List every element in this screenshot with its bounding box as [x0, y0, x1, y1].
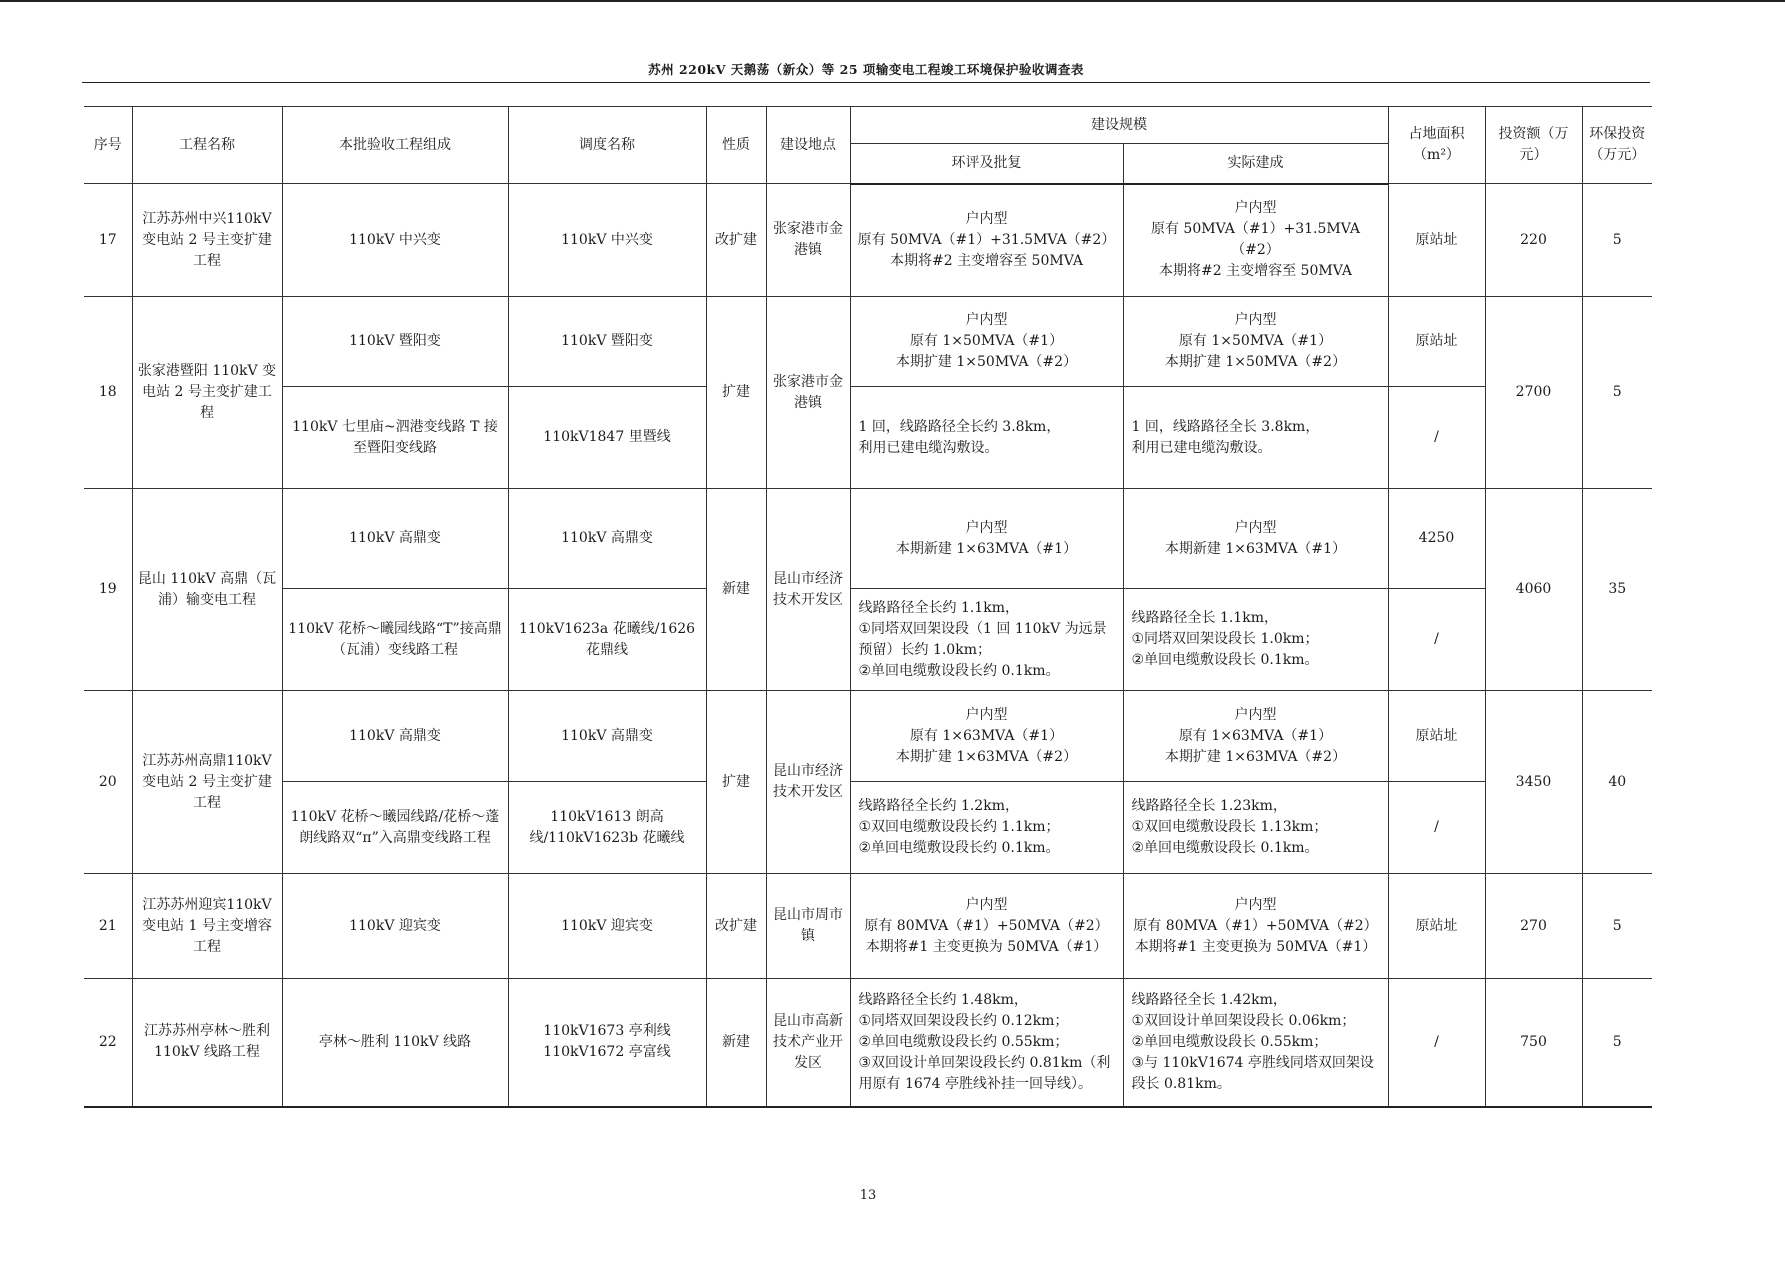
cell-composition: 110kV 暨阳变: [282, 297, 508, 387]
cell-no: 21: [84, 874, 132, 979]
cell-project-name: 江苏苏州亭林～胜利 110kV 线路工程: [132, 979, 282, 1107]
cell-scale-actual: 线路路径全长 1.23km， ①双回电缆敷设段长 1.13km； ②单回电缆敷设段长 0.1km。: [1123, 782, 1388, 874]
cell-scale-actual: 户内型 本期新建 1×63MVA（#1）: [1123, 489, 1388, 589]
cell-env-investment: 40: [1582, 691, 1652, 874]
cell-investment: 270: [1485, 874, 1582, 979]
col-header-area: 占地面积（m²）: [1388, 107, 1485, 184]
cell-nature: 新建: [706, 489, 766, 691]
col-header-composition: 本批验收工程组成: [282, 107, 508, 184]
cell-no: 18: [84, 297, 132, 489]
cell-area: 原站址: [1388, 874, 1485, 979]
cell-investment: 3450: [1485, 691, 1582, 874]
col-header-dispatch: 调度名称: [508, 107, 706, 184]
cell-location: 昆山市经济技术开发区: [766, 691, 850, 874]
col-header-scale-eia: 环评及批复: [850, 144, 1123, 184]
cell-dispatch-name: 110kV1613 朗高线/110kV1623b 花曦线: [508, 782, 706, 874]
cell-no: 17: [84, 184, 132, 297]
cell-nature: 扩建: [706, 691, 766, 874]
cell-dispatch-name: 110kV1623a 花曦线/1626 花鼎线: [508, 589, 706, 691]
cell-scale-actual: 户内型 原有 1×63MVA（#1） 本期扩建 1×63MVA（#2）: [1123, 691, 1388, 782]
cell-no: 19: [84, 489, 132, 691]
page-number: 13: [859, 1188, 877, 1203]
cell-composition: 110kV 高鼎变: [282, 691, 508, 782]
col-header-no: 序号: [84, 107, 132, 184]
cell-composition: 110kV 花桥～曦园线路“T”接高鼎（瓦浦）变线路工程: [282, 589, 508, 691]
cell-dispatch-name: 110kV 高鼎变: [508, 489, 706, 589]
cell-env-investment: 5: [1582, 297, 1652, 489]
col-header-scale: 建设规模: [850, 107, 1388, 144]
cell-scale-eia: 户内型 原有 50MVA（#1）+31.5MVA（#2） 本期将#2 主变增容至 50MVA: [850, 184, 1123, 297]
cell-env-investment: 5: [1582, 979, 1652, 1107]
table-row: [84, 691, 1652, 782]
cell-dispatch-name: 110kV 高鼎变: [508, 691, 706, 782]
table-row: [84, 297, 1652, 387]
cell-scale-eia: 线路路径全长约 1.48km， ①同塔双回架设段长约 0.12km； ②单回电缆敷设段长约 0.55km； ③双回设计单回架设段长约 0.81km（利用原有 1674 亭胜线补挂一回导线）。: [850, 979, 1123, 1107]
cell-composition: 亭林～胜利 110kV 线路: [282, 979, 508, 1107]
cell-project-name: 昆山 110kV 高鼎（瓦浦）输变电工程: [132, 489, 282, 691]
col-header-scale-actual: 实际建成: [1123, 144, 1388, 184]
cell-no: 22: [84, 979, 132, 1107]
cell-investment: 750: [1485, 979, 1582, 1107]
header-rule: [82, 82, 1650, 83]
cell-location: 张家港市金港镇: [766, 184, 850, 297]
cell-composition: 110kV 迎宾变: [282, 874, 508, 979]
document-header: 苏州 220kV 天鹅荡（新众）等 25 项输变电工程竣工环境保护验收调查表: [648, 62, 1084, 77]
cell-area: 原站址: [1388, 184, 1485, 297]
cell-area: 4250: [1388, 489, 1485, 589]
cell-area: 原站址: [1388, 297, 1485, 387]
col-header-name: 工程名称: [132, 107, 282, 184]
cell-no: 20: [84, 691, 132, 874]
col-header-investment: 投资额（万元）: [1485, 107, 1582, 184]
cell-composition: 110kV 七里庙~泗港变线路 T 接至暨阳变线路: [282, 387, 508, 489]
cell-nature: 扩建: [706, 297, 766, 489]
cell-project-name: 张家港暨阳 110kV 变电站 2 号主变扩建工程: [132, 297, 282, 489]
table-row: [84, 874, 1652, 979]
table-header: [84, 107, 1652, 184]
col-header-location: 建设地点: [766, 107, 850, 184]
table-row: [84, 184, 1652, 297]
cell-location: 昆山市周市镇: [766, 874, 850, 979]
cell-area: /: [1388, 979, 1485, 1107]
cell-nature: 新建: [706, 979, 766, 1107]
table-row: [84, 782, 1652, 874]
cell-dispatch-name: 110kV1847 里暨线: [508, 387, 706, 489]
table-body: [84, 184, 1652, 1107]
cell-dispatch-name: 110kV 中兴变: [508, 184, 706, 297]
cell-scale-eia: 户内型 原有 1×50MVA（#1） 本期扩建 1×50MVA（#2）: [850, 297, 1123, 387]
top-border: [0, 0, 1785, 2]
cell-env-investment: 35: [1582, 489, 1652, 691]
cell-scale-eia: 线路路径全长约 1.1km， ①同塔双回架设段（1 回 110kV 为远景预留）长约 1.0km； ②单回电缆敷设段长约 0.1km。: [850, 589, 1123, 691]
cell-location: 昆山市经济技术开发区: [766, 489, 850, 691]
cell-scale-eia: 户内型 原有 80MVA（#1）+50MVA（#2） 本期将#1 主变更换为 50MVA（#1）: [850, 874, 1123, 979]
cell-investment: 220: [1485, 184, 1582, 297]
cell-dispatch-name: 110kV1673 亭利线 110kV1672 亭富线: [508, 979, 706, 1107]
cell-area: /: [1388, 589, 1485, 691]
cell-composition: 110kV 花桥～曦园线路/花桥～蓬朗线路双“π”入高鼎变线路工程: [282, 782, 508, 874]
cell-env-investment: 5: [1582, 874, 1652, 979]
table-row: [84, 387, 1652, 489]
cell-scale-eia: 线路路径全长约 1.2km， ①双回电缆敷设段长约 1.1km； ②单回电缆敷设段长约 0.1km。: [850, 782, 1123, 874]
cell-scale-actual: 户内型 原有 50MVA（#1）+31.5MVA（#2） 本期将#2 主变增容至 50MVA: [1123, 184, 1388, 297]
cell-investment: 4060: [1485, 489, 1582, 691]
cell-scale-eia: 户内型 原有 1×63MVA（#1） 本期扩建 1×63MVA（#2）: [850, 691, 1123, 782]
table-row: [84, 589, 1652, 691]
cell-nature: 改扩建: [706, 184, 766, 297]
cell-composition: 110kV 中兴变: [282, 184, 508, 297]
cell-composition: 110kV 高鼎变: [282, 489, 508, 589]
cell-area: /: [1388, 387, 1485, 489]
cell-scale-eia: 户内型 本期新建 1×63MVA（#1）: [850, 489, 1123, 589]
cell-area: 原站址: [1388, 691, 1485, 782]
cell-env-investment: 5: [1582, 184, 1652, 297]
cell-area: /: [1388, 782, 1485, 874]
cell-nature: 改扩建: [706, 874, 766, 979]
cell-scale-actual: 1 回，线路路径全长 3.8km， 利用已建电缆沟敷设。: [1123, 387, 1388, 489]
cell-scale-eia: 1 回，线路路径全长约 3.8km， 利用已建电缆沟敷设。: [850, 387, 1123, 489]
cell-location: 昆山市高新技术产业开发区: [766, 979, 850, 1107]
cell-dispatch-name: 110kV 暨阳变: [508, 297, 706, 387]
cell-scale-actual: 户内型 原有 1×50MVA（#1） 本期扩建 1×50MVA（#2）: [1123, 297, 1388, 387]
table-row: [84, 979, 1652, 1107]
cell-scale-actual: 户内型 原有 80MVA（#1）+50MVA（#2） 本期将#1 主变更换为 50MVA（#1）: [1123, 874, 1388, 979]
cell-dispatch-name: 110kV 迎宾变: [508, 874, 706, 979]
cell-scale-actual: 线路路径全长 1.1km， ①同塔双回架设段长 1.0km； ②单回电缆敷设段长 0.1km。: [1123, 589, 1388, 691]
table-row: [84, 489, 1652, 589]
cell-scale-actual: 线路路径全长 1.42km， ①双回设计单回架设段长 0.06km； ②单回电缆敷设段长 0.55km； ③与 110kV1674 亭胜线同塔双回架设段长 0.81km。: [1123, 979, 1388, 1107]
cell-investment: 2700: [1485, 297, 1582, 489]
cell-project-name: 江苏苏州中兴110kV 变电站 2 号主变扩建工程: [132, 184, 282, 297]
project-table: [84, 106, 1652, 1108]
cell-project-name: 江苏苏州迎宾110kV 变电站 1 号主变增容工程: [132, 874, 282, 979]
col-header-env-investment: 环保投资（万元）: [1582, 107, 1652, 184]
col-header-nature: 性质: [706, 107, 766, 184]
cell-project-name: 江苏苏州高鼎110kV 变电站 2 号主变扩建工程: [132, 691, 282, 874]
cell-location: 张家港市金港镇: [766, 297, 850, 489]
